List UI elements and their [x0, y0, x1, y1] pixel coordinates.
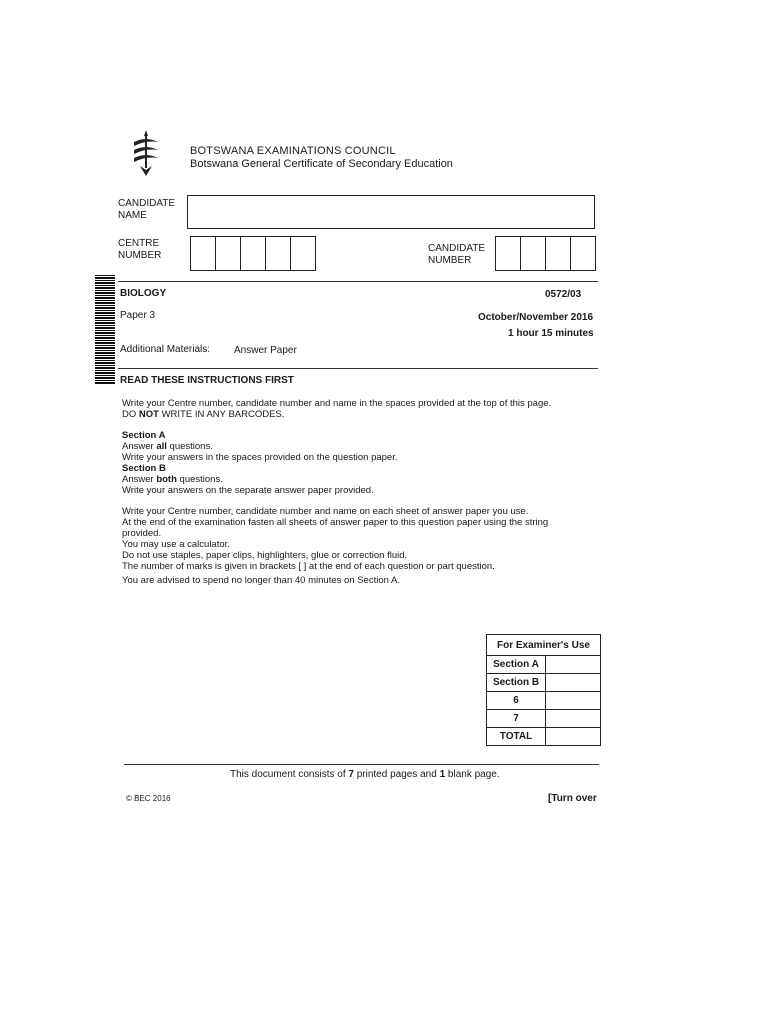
subject: BIOLOGY — [120, 288, 167, 299]
table-row: Section A — [487, 656, 546, 674]
candidate-name-field[interactable] — [187, 195, 595, 229]
candidate-number-label: CANDIDATE NUMBER — [428, 243, 486, 266]
divider — [118, 368, 598, 369]
centre-number-field[interactable] — [190, 236, 316, 271]
examiner-use-table — [486, 634, 601, 746]
table-row: 7 — [487, 710, 546, 728]
paper-code: 0572/03 — [545, 289, 582, 300]
centre-number-label: CENTRE NUMBER — [118, 238, 162, 261]
certificate-name: Botswana General Certificate of Secondary Education — [190, 158, 453, 170]
materials-label: Additional Materials: — [120, 344, 211, 355]
section-a-heading: Section A — [122, 430, 166, 441]
page-count-note: This document consists of 7 printed pages and 1 blank page. — [230, 769, 500, 780]
session: October/November 2016 — [478, 312, 594, 323]
table-row: Section B — [487, 674, 546, 692]
table-row: 6 — [487, 692, 546, 710]
divider — [118, 281, 598, 282]
paper-number: Paper 3 — [120, 310, 156, 321]
examiner-use-heading: For Examiner's Use — [487, 635, 601, 656]
candidate-name-label: CANDIDATE NAME — [118, 198, 176, 221]
duration: 1 hour 15 minutes — [508, 328, 594, 339]
instructions-block: Write your Centre number, candidate number and name in the spaces provided at the top of this page. DO NOT WRITE IN ANY BARCODES. Section A Answer all questions. Write your answers in the spaces provided on the question paper. Section B Answer both questions. Write your answers on the separate answer paper provided. Write your Centre number, candidate number and name on each sheet of answer paper you use. At the end of the examination fasten all sheets of answer paper to this question paper using the string provided. You may use a calculator. Do not use staples, paper clips, highlighters, glue or correction fluid. The number of marks is given in brackets [ ] at the end of each question or part question. You are advised to spend no longer than 40 minutes on Section A. — [122, 398, 592, 586]
divider — [124, 764, 599, 765]
org-name: BOTSWANA EXAMINATIONS COUNCIL — [190, 145, 396, 157]
barcode-icon — [95, 275, 115, 385]
copyright: © BEC 2016 — [126, 794, 171, 803]
section-b-heading: Section B — [122, 463, 166, 474]
bec-emblem-icon — [128, 128, 164, 178]
candidate-number-field[interactable] — [495, 236, 596, 271]
turn-over: [Turn over — [548, 793, 597, 804]
instructions-heading: READ THESE INSTRUCTIONS FIRST — [120, 375, 294, 386]
materials-value: Answer Paper — [234, 345, 297, 356]
table-row: TOTAL — [487, 728, 546, 746]
